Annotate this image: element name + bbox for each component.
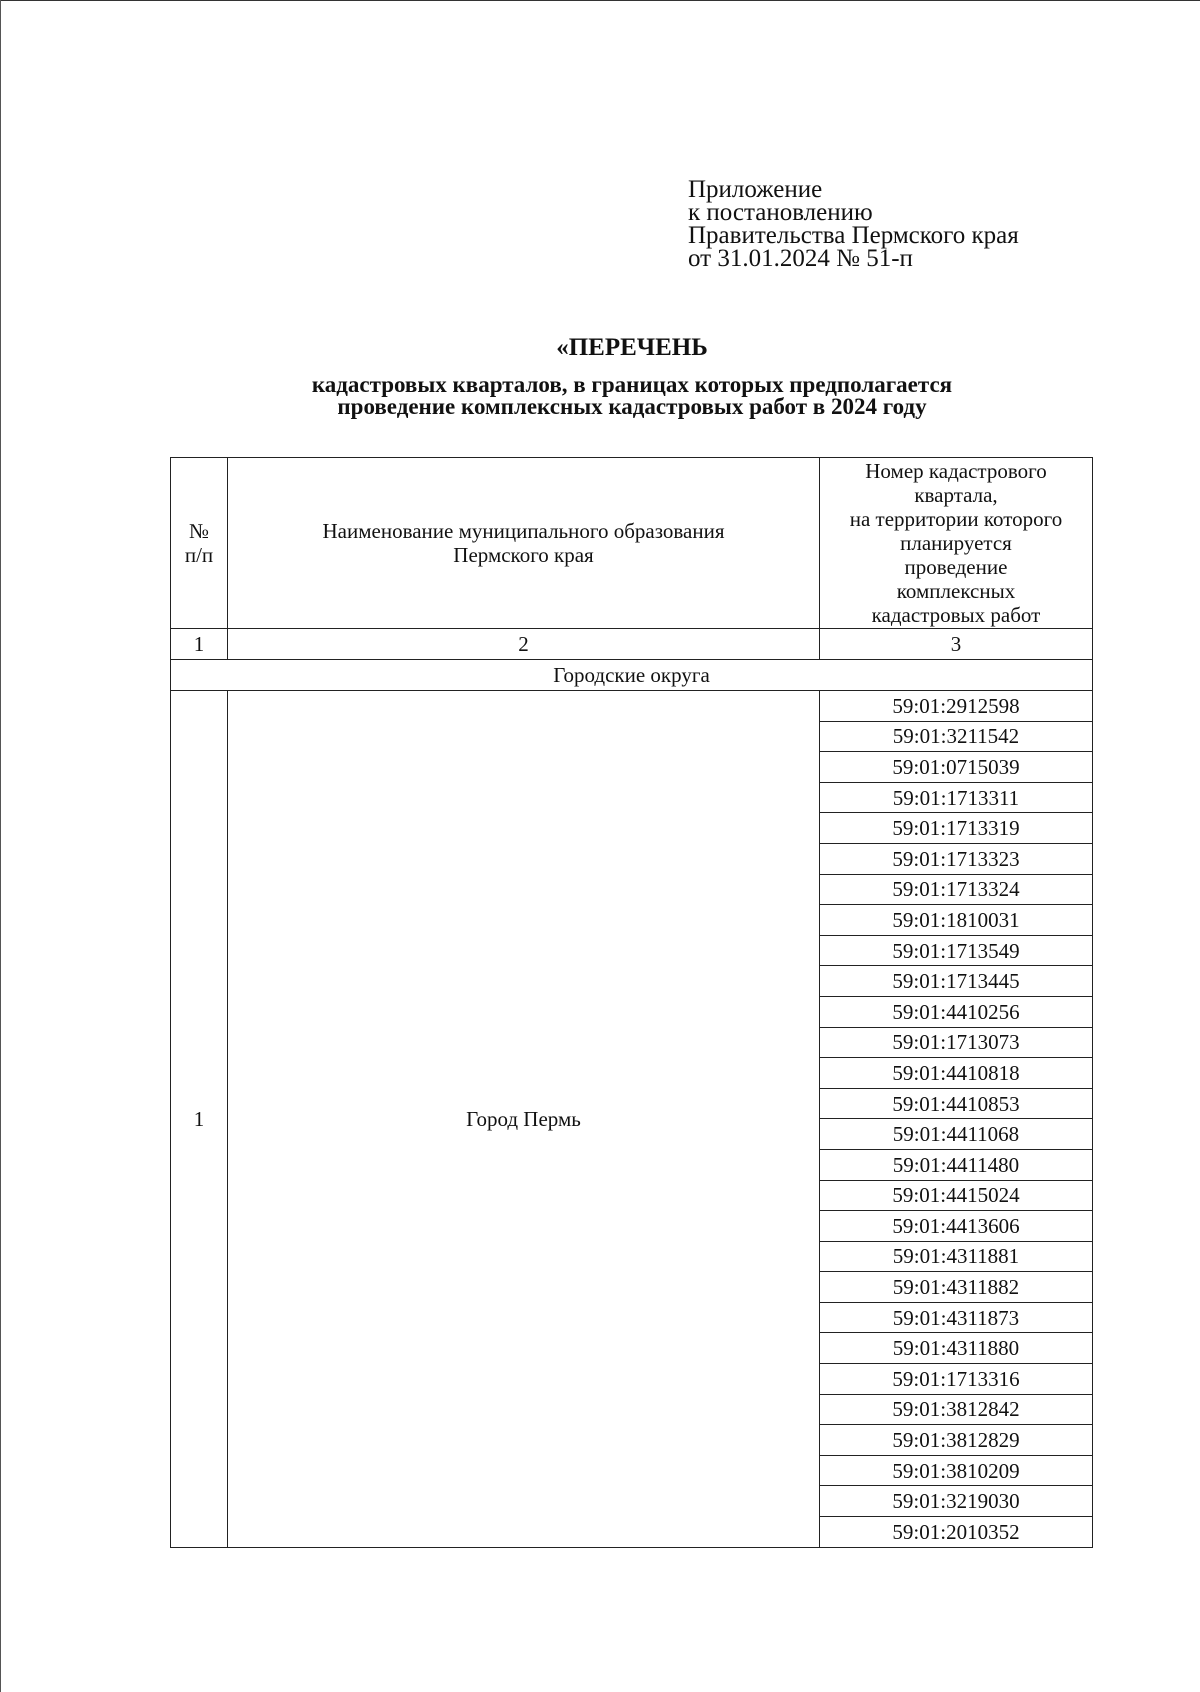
column-number: 1: [171, 629, 228, 660]
column-number: 3: [820, 629, 1093, 660]
appendix-line: к постановлению: [688, 199, 873, 226]
cadastral-code: 59:01:2912598: [820, 691, 1093, 722]
cadastral-code: 59:01:3219030: [820, 1486, 1093, 1517]
header-cadastral-line: Номер кадастрового: [865, 459, 1047, 483]
cadastral-code: 59:01:4410256: [820, 996, 1093, 1027]
header-cadastral-line: планируется: [900, 531, 1012, 555]
cadastral-code: 59:01:4311880: [820, 1333, 1093, 1364]
title-subtitle-line: кадастровых кварталов, в границах которых предполагается: [311, 372, 953, 397]
header-number: [171, 458, 228, 629]
title-subtitle: [160, 374, 1104, 418]
header-cadastral-line: комплексных: [896, 579, 1016, 603]
header-cadastral-line: квартала,: [914, 483, 998, 507]
cadastral-table: [170, 457, 1093, 1548]
cadastral-code: 59:01:3812842: [820, 1394, 1093, 1425]
document-title: [160, 333, 1104, 418]
cadastral-code: 59:01:4311881: [820, 1241, 1093, 1272]
page-edge-left: [0, 0, 1, 1692]
cadastral-code: 59:01:1713323: [820, 843, 1093, 874]
cadastral-code: 59:01:4311873: [820, 1302, 1093, 1333]
title-subtitle-line: проведение комплексных кадастровых работ в 2024 году: [337, 394, 927, 419]
cadastral-code: 59:01:1713445: [820, 966, 1093, 997]
cadastral-code: 59:01:1713549: [820, 935, 1093, 966]
header-number-line: п/п: [184, 543, 214, 567]
appendix-line: от 31.01.2024 № 51-п: [688, 245, 913, 272]
appendix-line: Приложение: [688, 176, 823, 203]
cadastral-code: 59:01:1713073: [820, 1027, 1093, 1058]
header-cadastral-line: проведение: [904, 555, 1008, 579]
table-row: [171, 691, 1093, 722]
cadastral-code: 59:01:4410818: [820, 1058, 1093, 1089]
cadastral-code: 59:01:0715039: [820, 752, 1093, 783]
header-municipality-line: Наименование муниципального образования: [322, 519, 725, 543]
cadastral-code: 59:01:1713319: [820, 813, 1093, 844]
appendix-note: [688, 178, 1019, 270]
cadastral-code: 59:01:2010352: [820, 1517, 1093, 1548]
cadastral-code: 59:01:1713311: [820, 782, 1093, 813]
header-cadastral-number: [820, 458, 1093, 629]
table-header-row: [171, 458, 1093, 629]
title-main: «ПЕРЕЧЕНЬ: [556, 334, 708, 361]
appendix-line: Правительства Пермского края: [688, 222, 1019, 249]
cadastral-code: 59:01:4410853: [820, 1088, 1093, 1119]
section-title: Городские округа: [171, 660, 1093, 691]
header-municipality: [228, 458, 820, 629]
page-edge-top: [0, 0, 1200, 1]
cadastral-code: 59:01:1810031: [820, 905, 1093, 936]
header-number-line: №: [188, 519, 210, 543]
header-municipality-line: Пермского края: [453, 543, 594, 567]
cadastral-code: 59:01:4411068: [820, 1119, 1093, 1150]
entry-municipality-name: Город Пермь: [228, 691, 820, 1548]
cadastral-code: 59:01:3810209: [820, 1455, 1093, 1486]
cadastral-code: 59:01:4311882: [820, 1272, 1093, 1303]
header-cadastral-line: на территории которого: [849, 507, 1063, 531]
cadastral-code: 59:01:4415024: [820, 1180, 1093, 1211]
cadastral-code: 59:01:4411480: [820, 1149, 1093, 1180]
column-number-row: [171, 629, 1093, 660]
cadastral-code: 59:01:1713316: [820, 1364, 1093, 1395]
entry-number: 1: [171, 691, 228, 1548]
cadastral-code: 59:01:1713324: [820, 874, 1093, 905]
cadastral-code: 59:01:4413606: [820, 1211, 1093, 1242]
cadastral-code: 59:01:3812829: [820, 1425, 1093, 1456]
header-cadastral-line: кадастровых работ: [871, 603, 1041, 627]
cadastral-code: 59:01:3211542: [820, 721, 1093, 752]
section-row: [171, 660, 1093, 691]
column-number: 2: [228, 629, 820, 660]
